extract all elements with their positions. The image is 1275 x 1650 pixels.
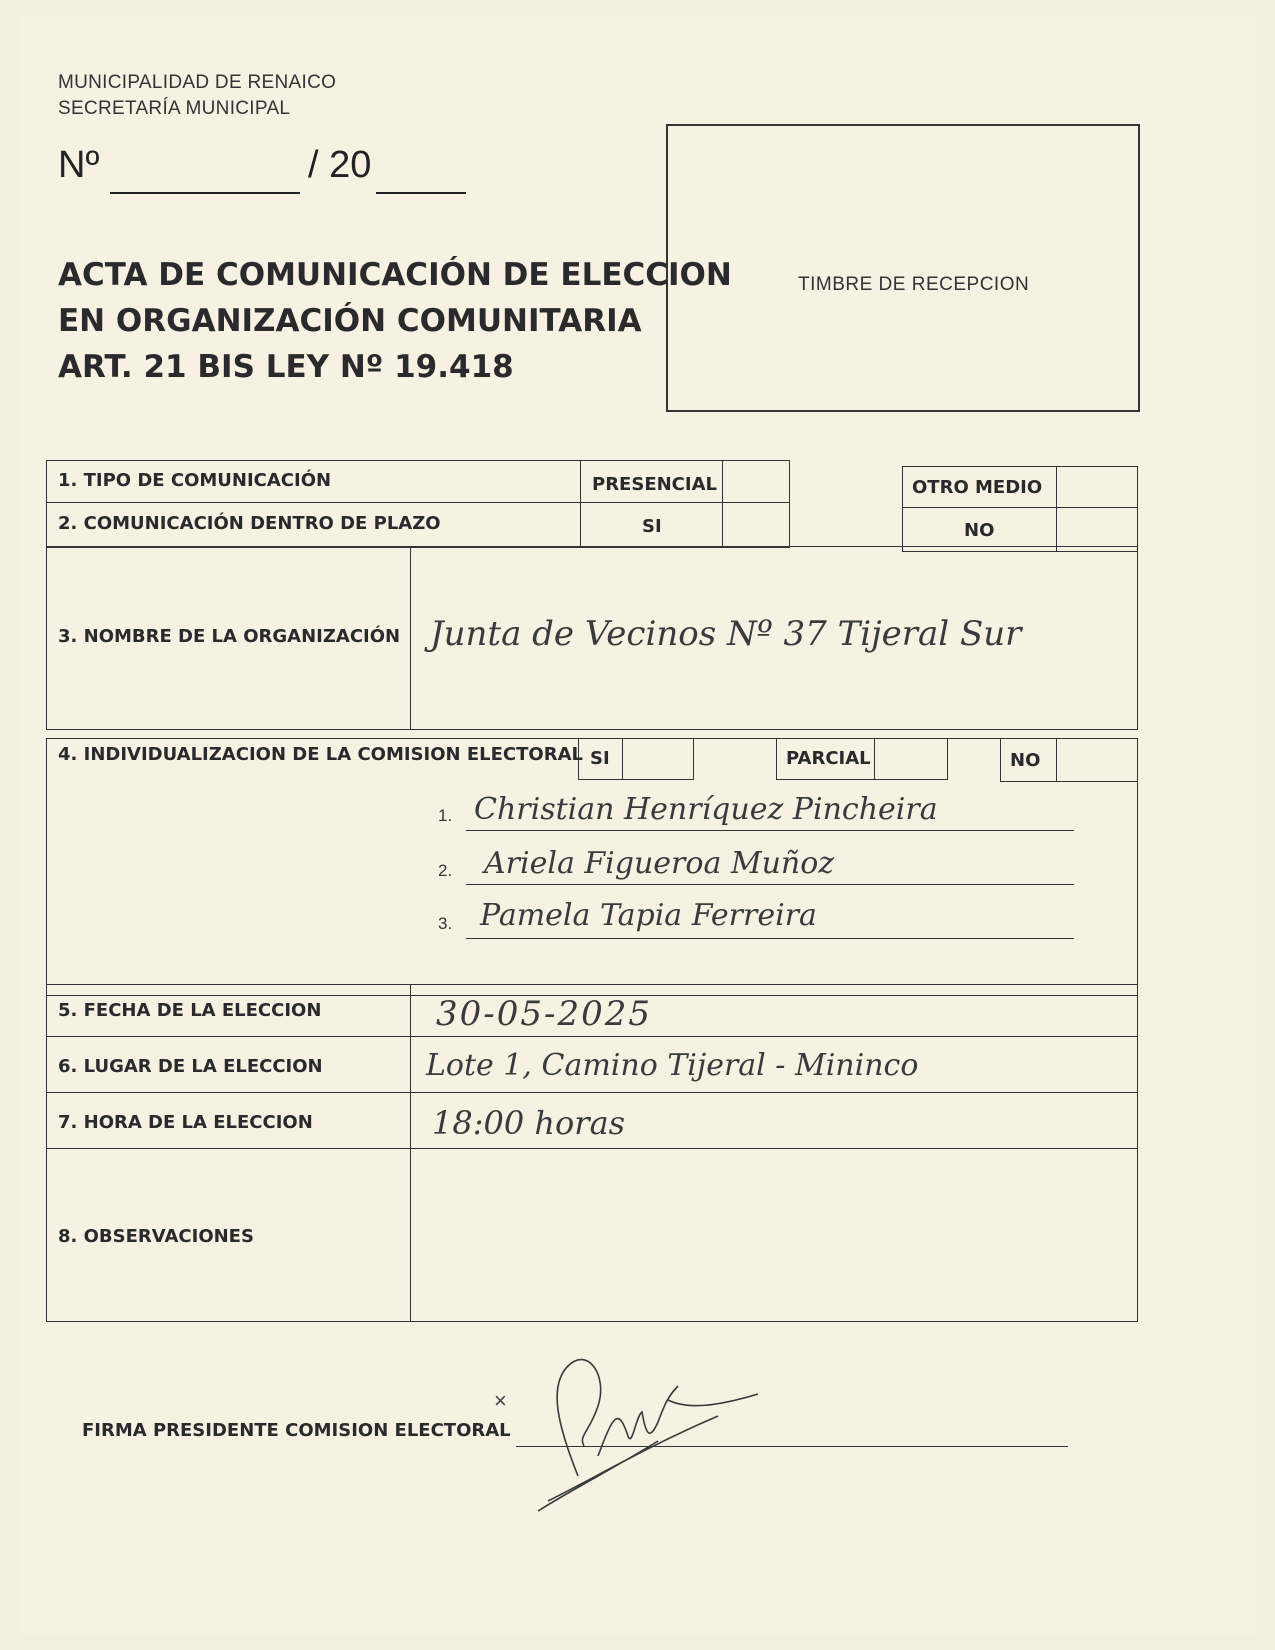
no-plazo-checkbox[interactable] — [1058, 509, 1136, 549]
municipality-name: MUNICIPALIDAD DE RENAICO — [58, 72, 337, 93]
column-divider — [1056, 738, 1057, 782]
presencial-option-label: PRESENCIAL — [592, 474, 717, 495]
lugar-eleccion-value[interactable]: Lote 1, Camino Tijeral - Mininco — [426, 1048, 919, 1083]
presencial-checkbox[interactable] — [724, 462, 788, 500]
reception-stamp-box — [666, 124, 1140, 412]
member-2-line — [466, 884, 1074, 885]
no-comision-option-label: NO — [1010, 750, 1041, 771]
row-divider — [46, 1092, 1138, 1093]
column-divider — [1056, 466, 1057, 552]
member-3-number: 3. — [438, 914, 453, 933]
rows-5-8-box — [46, 984, 1138, 1322]
observaciones-label: 8. OBSERVACIONES — [58, 1226, 254, 1247]
dentro-plazo-label: 2. COMUNICACIÓN DENTRO DE PLAZO — [58, 513, 441, 534]
member-3-line — [466, 938, 1074, 939]
member-2-name[interactable]: Ariela Figueroa Muñoz — [484, 846, 835, 881]
title-line-2: EN ORGANIZACIÓN COMUNITARIA — [58, 303, 642, 339]
member-1-line — [466, 830, 1074, 831]
parcial-comision-checkbox[interactable] — [876, 740, 946, 778]
column-divider — [410, 546, 411, 730]
number-blank-line — [110, 192, 300, 194]
no-comision-checkbox[interactable] — [1058, 740, 1136, 780]
member-2-number: 2. — [438, 861, 453, 880]
hora-eleccion-value[interactable]: 18:00 horas — [432, 1104, 626, 1142]
no-plazo-option-label: NO — [964, 520, 995, 541]
title-line-1: ACTA DE COMUNICACIÓN DE ELECCION — [58, 257, 732, 293]
row-divider — [46, 1148, 1138, 1149]
column-divider — [410, 984, 411, 1322]
department-name: SECRETARÍA MUNICIPAL — [58, 98, 291, 119]
parcial-comision-option-label: PARCIAL — [786, 748, 871, 769]
si-plazo-checkbox[interactable] — [724, 505, 788, 545]
si-comision-option-label: SI — [590, 748, 610, 769]
lugar-eleccion-label: 6. LUGAR DE LA ELECCION — [58, 1056, 323, 1077]
column-divider — [722, 460, 723, 548]
otro-medio-checkbox[interactable] — [1058, 468, 1136, 506]
si-comision-checkbox[interactable] — [624, 740, 692, 778]
tipo-comunicacion-label: 1. TIPO DE COMUNICACIÓN — [58, 470, 332, 491]
member-1-number: 1. — [438, 806, 453, 825]
nombre-organizacion-label: 3. NOMBRE DE LA ORGANIZACIÓN — [58, 626, 401, 647]
signature-mark: × — [494, 1388, 507, 1413]
year-prefix: / 20 — [308, 144, 372, 186]
form-title — [58, 252, 732, 390]
row-divider — [46, 502, 790, 503]
row-divider — [902, 507, 1138, 508]
signature-scribble[interactable] — [518, 1336, 788, 1516]
row-divider — [46, 1036, 1138, 1037]
title-line-3: ART. 21 BIS LEY Nº 19.418 — [58, 349, 514, 385]
hora-eleccion-label: 7. HORA DE LA ELECCION — [58, 1112, 313, 1133]
firma-presidente-label: FIRMA PRESIDENTE COMISION ELECTORAL — [82, 1420, 511, 1441]
column-divider — [622, 738, 623, 780]
column-divider — [580, 460, 581, 548]
member-3-name[interactable]: Pamela Tapia Ferreira — [480, 898, 817, 933]
nombre-organizacion-value[interactable]: Junta de Vecinos Nº 37 Tijeral Sur — [430, 614, 1022, 654]
comision-electoral-label: 4. INDIVIDUALIZACION DE LA COMISION ELECTORAL — [58, 744, 583, 765]
fecha-eleccion-value[interactable]: 30-05-2025 — [436, 994, 653, 1034]
document-page — [18, 16, 1256, 1634]
column-divider — [874, 738, 875, 780]
fecha-eleccion-label: 5. FECHA DE LA ELECCION — [58, 1000, 322, 1021]
reception-stamp-label: TIMBRE DE RECEPCION — [798, 274, 1030, 295]
member-1-name[interactable]: Christian Henríquez Pincheira — [474, 792, 938, 827]
si-plazo-option-label: SI — [642, 516, 662, 537]
year-blank-line — [376, 192, 466, 194]
otro-medio-option-label: OTRO MEDIO — [912, 477, 1043, 498]
number-prefix: Nº — [58, 144, 100, 186]
